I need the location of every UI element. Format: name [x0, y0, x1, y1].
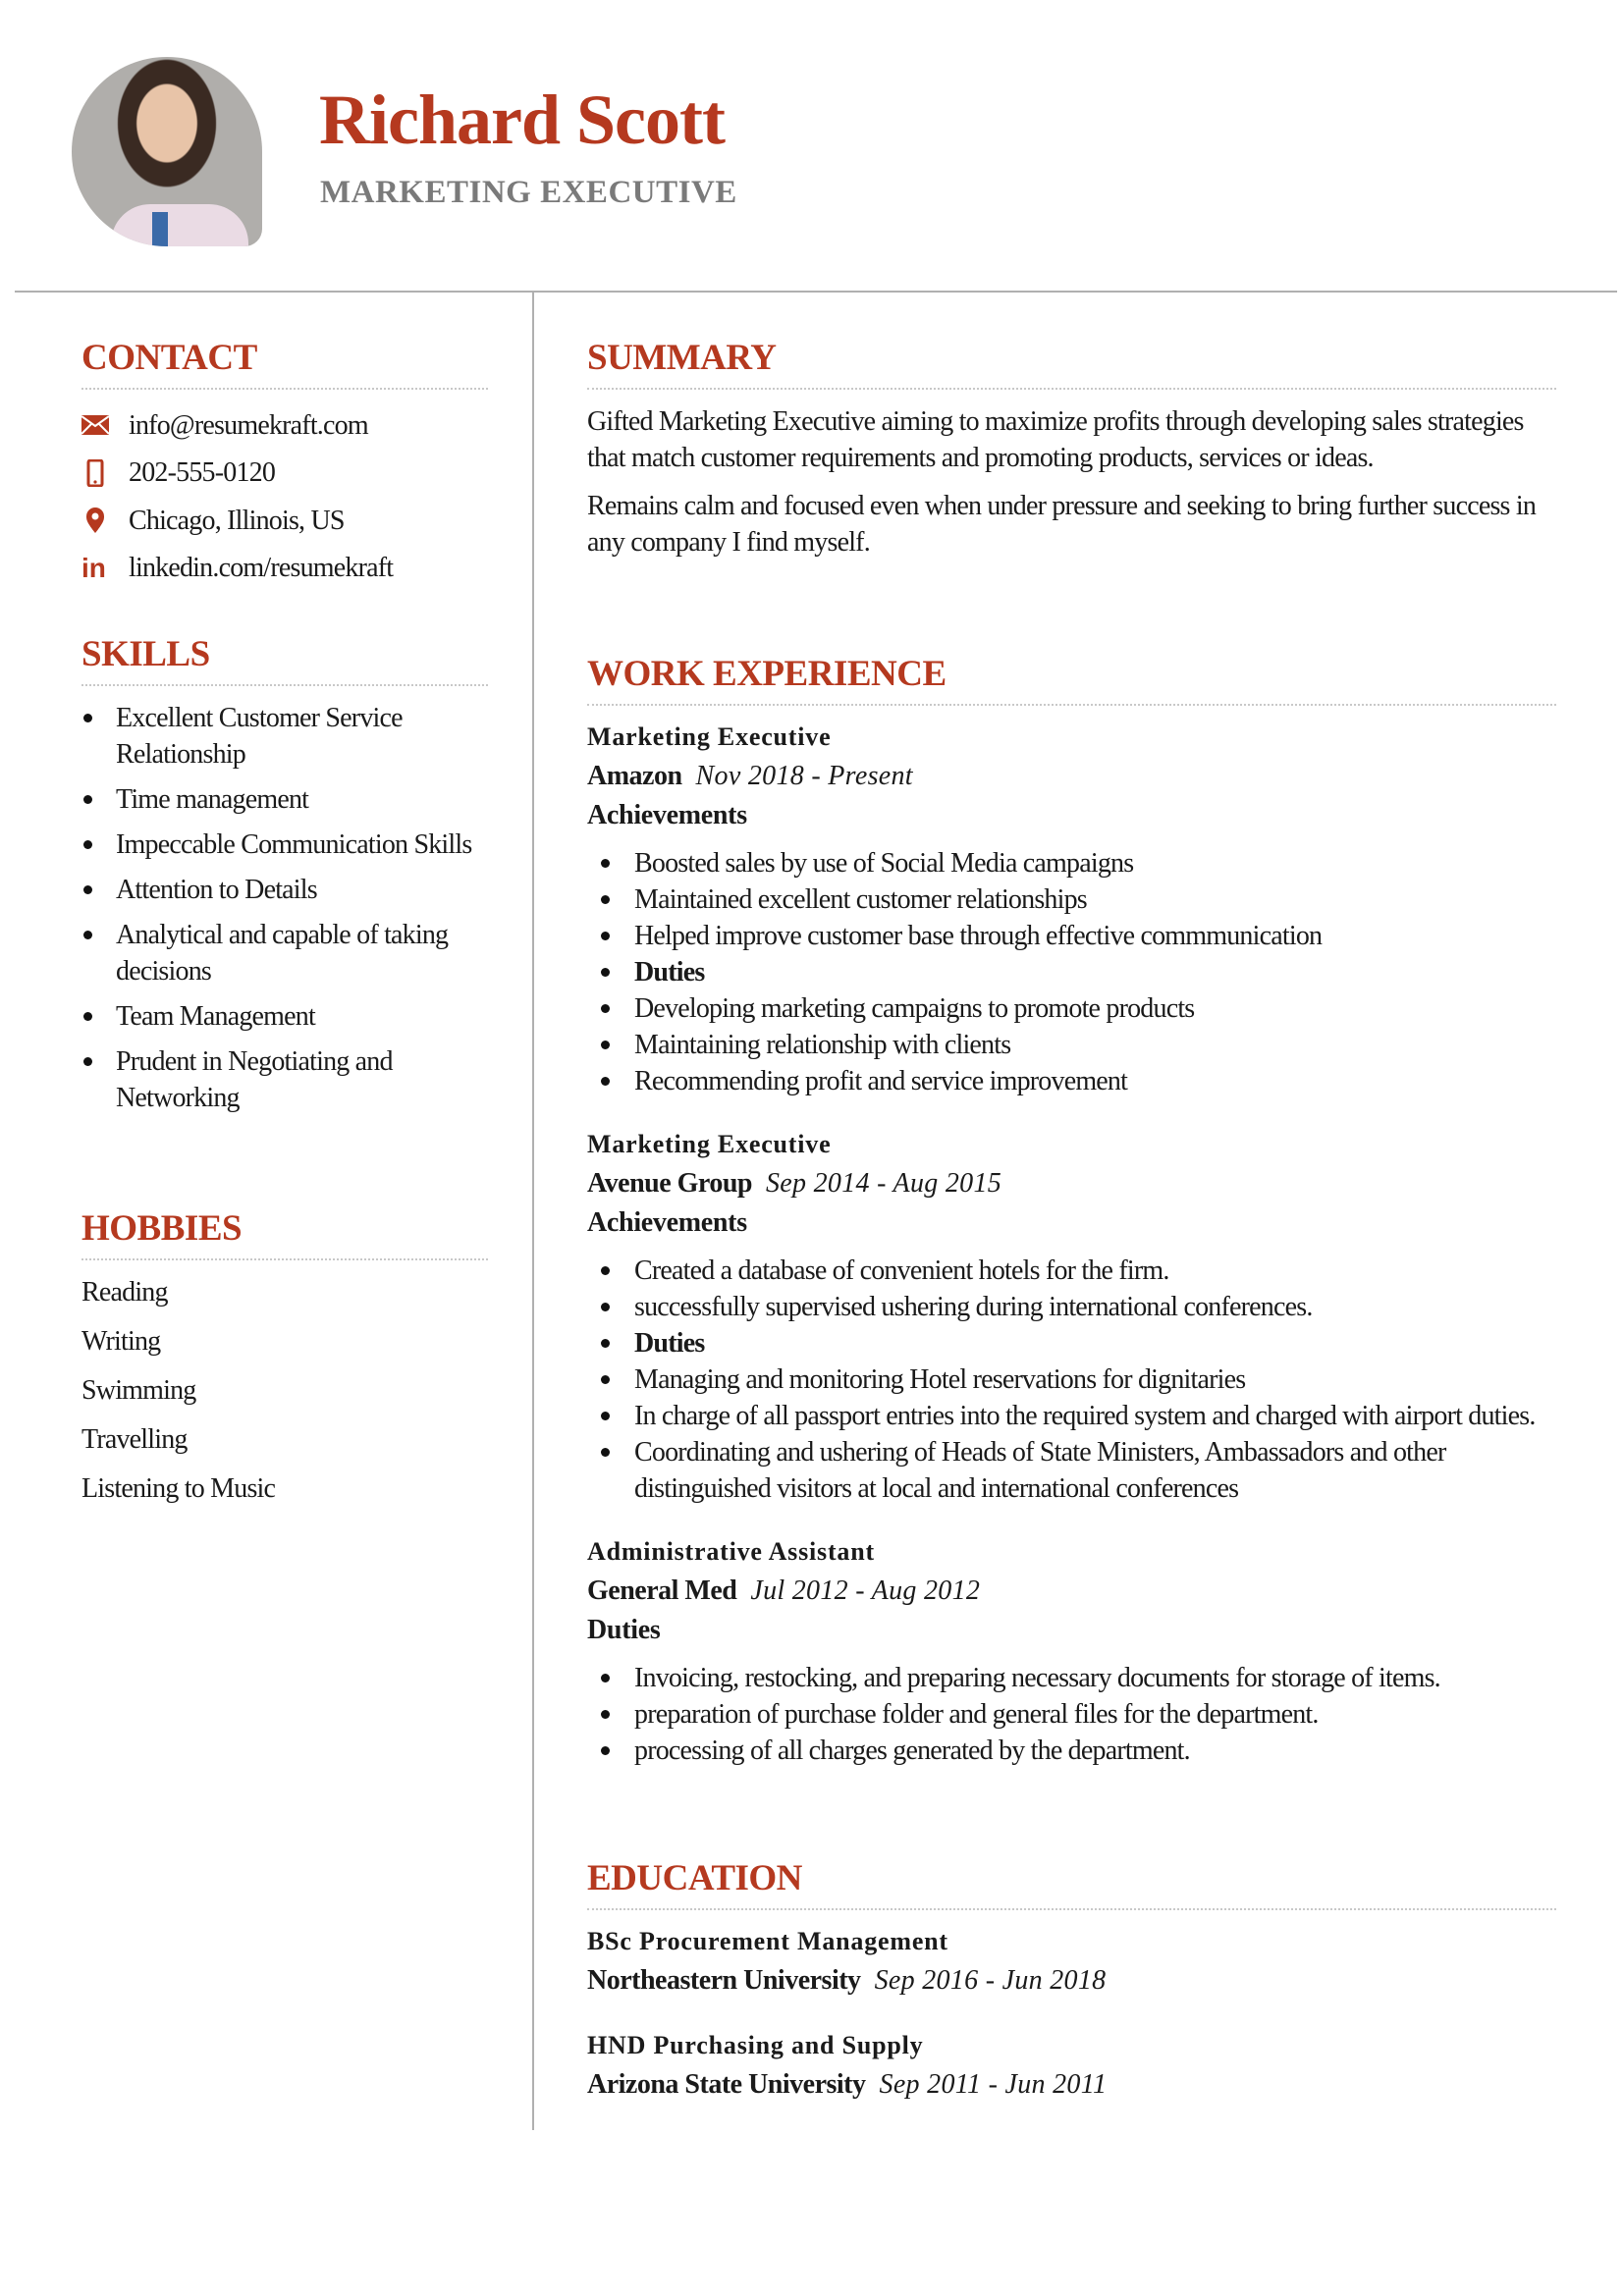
- skill-item: Excellent Customer Service Relationship: [81, 700, 488, 773]
- school: Arizona State University: [587, 2069, 866, 2100]
- job-bullet-duties: Duties: [587, 1325, 1556, 1362]
- hobby-item: Travelling: [81, 1424, 188, 1455]
- hobby-item: Writing: [81, 1326, 161, 1357]
- skill-item: Time management: [81, 781, 488, 818]
- hobby-item: Listening to Music: [81, 1473, 276, 1504]
- hobby-item: Reading: [81, 1277, 168, 1308]
- school: Northeastern University: [587, 1965, 861, 1996]
- summary-paragraph: Remains calm and focused even when under pressure and seeking to bring further success in any company I find myself.: [587, 491, 1537, 558]
- hobbies-heading: HOBBIES: [81, 1207, 488, 1260]
- job-company: Avenue Group: [587, 1168, 752, 1199]
- skill-item: Prudent in Negotiating and Networking: [81, 1043, 488, 1116]
- job-bullet: Maintained excellent customer relationships: [587, 881, 1556, 918]
- candidate-title: MARKETING EXECUTIVE: [320, 175, 737, 210]
- job-bullet: preparation of purchase folder and general files for the department.: [587, 1696, 1556, 1733]
- job-dates: Jul 2012 - Aug 2012: [750, 1575, 981, 1606]
- job-bullet: Invoicing, restocking, and preparing necessary documents for storage of items.: [587, 1660, 1556, 1696]
- map-pin-icon: [81, 507, 129, 534]
- job-bullet: Boosted sales by use of Social Media campaigns: [587, 845, 1556, 881]
- degree: BSc Procurement Management: [587, 1927, 948, 1955]
- column-divider: [532, 292, 534, 2130]
- work-experience-heading: WORK EXPERIENCE: [587, 653, 1556, 706]
- education-dates: Sep 2016 - Jun 2018: [874, 1965, 1107, 1996]
- skills-heading: SKILLS: [81, 633, 488, 686]
- skill-item: Analytical and capable of taking decisions: [81, 917, 488, 989]
- linkedin-icon: in: [81, 553, 106, 584]
- job-subheading: Achievements: [587, 800, 747, 830]
- job-dates: Sep 2014 - Aug 2015: [766, 1168, 1002, 1199]
- job-company: Amazon: [587, 761, 682, 791]
- education-heading: EDUCATION: [587, 1857, 1556, 1910]
- contact-heading: CONTACT: [81, 337, 488, 390]
- skill-item: Impeccable Communication Skills: [81, 827, 488, 863]
- header-divider: [15, 291, 1617, 293]
- job-entry: [587, 718, 1556, 1099]
- education-entry: [587, 1922, 1556, 2001]
- candidate-name: Richard Scott: [319, 80, 725, 159]
- summary-heading: SUMMARY: [587, 337, 1556, 390]
- job-title: Marketing Executive: [587, 722, 832, 751]
- job-subheading: Achievements: [587, 1207, 747, 1238]
- education-section: [587, 1857, 1556, 2105]
- job-bullet: successfully supervised ushering during international conferences.: [587, 1289, 1556, 1325]
- job-bullet: processing of all charges generated by the department.: [587, 1733, 1556, 1769]
- job-bullet: Helped improve customer base through effective commmunication: [587, 918, 1556, 954]
- job-bullet: Managing and monitoring Hotel reservations for dignitaries: [587, 1362, 1556, 1398]
- skills-list: [81, 700, 488, 1116]
- skill-item: Team Management: [81, 998, 488, 1035]
- job-company: General Med: [587, 1575, 737, 1606]
- hobbies-list: [81, 1268, 488, 1514]
- contact-phone: 202-555-0120: [81, 450, 488, 498]
- summary-section: [587, 337, 1556, 561]
- contact-section: [81, 337, 488, 592]
- hobbies-section: [81, 1207, 488, 1514]
- job-bullet: Developing marketing campaigns to promote products: [587, 990, 1556, 1027]
- job-bullet: Coordinating and ushering of Heads of State Ministers, Ambassadors and other distinguished visitors at local and international conferences: [587, 1434, 1556, 1507]
- job-subheading: Duties: [587, 1615, 661, 1645]
- job-entry: [587, 1532, 1556, 1769]
- work-experience-section: [587, 653, 1556, 1769]
- hobby-item: Swimming: [81, 1375, 196, 1406]
- job-entry: [587, 1125, 1556, 1507]
- job-bullet: In charge of all passport entries into the required system and charged with airport duties.: [587, 1398, 1556, 1434]
- contact-location: Chicago, Illinois, US: [81, 497, 488, 545]
- mobile-phone-icon: [81, 459, 129, 487]
- job-bullet: Recommending profit and service improvement: [587, 1063, 1556, 1099]
- contact-email: info@resumekraft.com: [81, 401, 488, 450]
- job-title: Marketing Executive: [587, 1130, 832, 1158]
- contact-linkedin[interactable]: in linkedin.com/resumekraft: [81, 545, 488, 593]
- summary-paragraph: Gifted Marketing Executive aiming to maximize profits through developing sales strategies that match customer requirements and promoting products, services or ideas.: [587, 406, 1524, 473]
- job-dates: Nov 2018 - Present: [695, 761, 913, 791]
- degree: HND Purchasing and Supply: [587, 2031, 924, 2059]
- job-bullet: Maintaining relationship with clients: [587, 1027, 1556, 1063]
- education-dates: Sep 2011 - Jun 2011: [879, 2069, 1108, 2100]
- skills-section: [81, 633, 488, 1125]
- profile-photo: [72, 57, 262, 246]
- skill-item: Attention to Details: [81, 872, 488, 908]
- education-entry: [587, 2026, 1556, 2105]
- envelope-icon: [81, 415, 129, 435]
- job-bullet: Created a database of convenient hotels for the firm.: [587, 1253, 1556, 1289]
- job-title: Administrative Assistant: [587, 1537, 875, 1566]
- job-bullet-duties: Duties: [587, 954, 1556, 990]
